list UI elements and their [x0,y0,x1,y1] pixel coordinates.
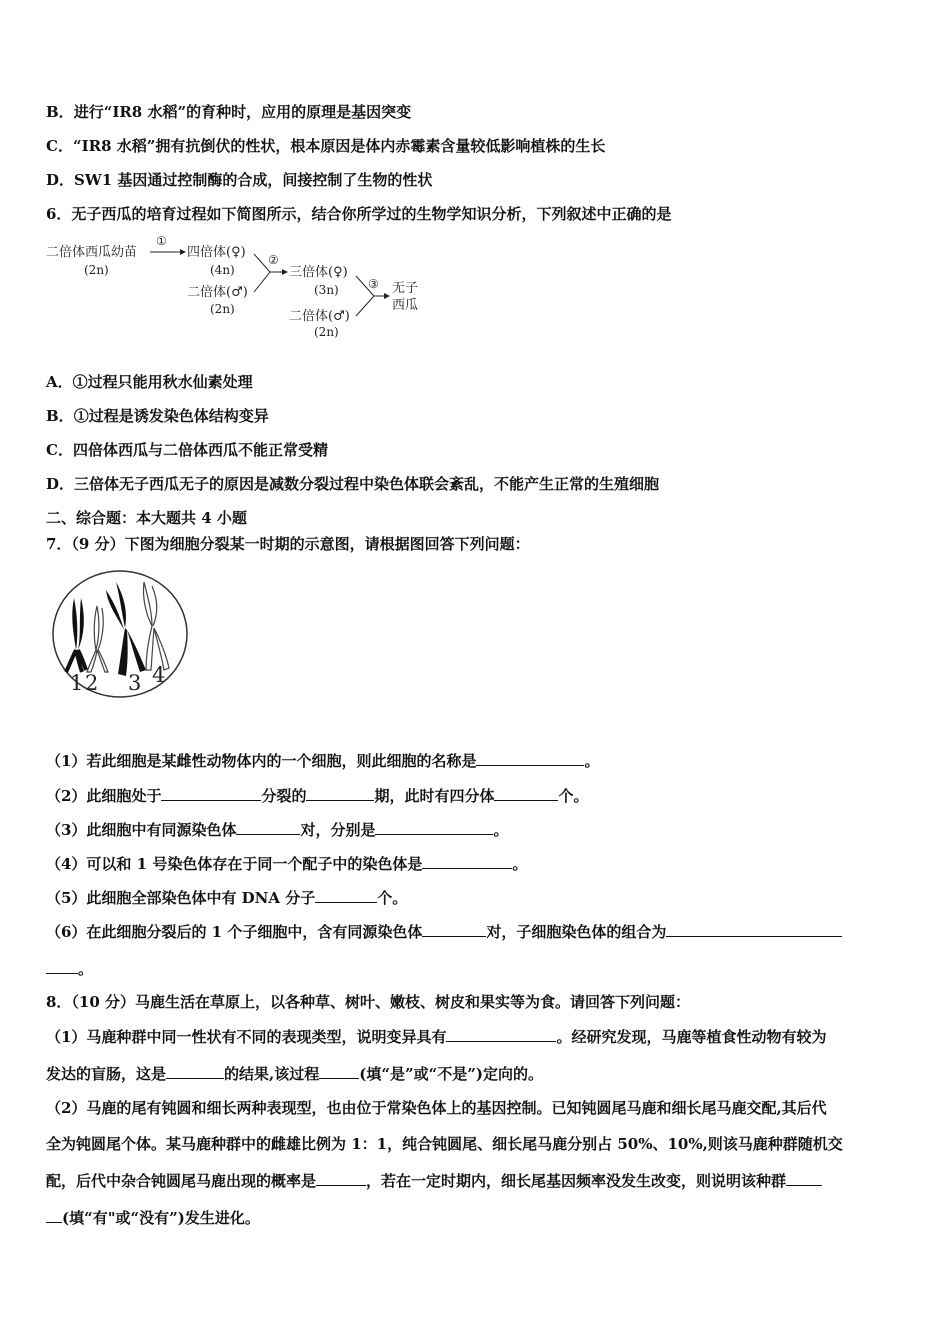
q6-option-c [46,440,328,460]
q5-option-b [46,102,411,122]
watermelon-breeding-diagram [44,232,444,344]
q6-option-b [46,406,269,426]
q7-p1-end: 。 [584,752,600,770]
answer-blank[interactable] [666,921,842,937]
q7-p4-end: 。 [512,855,528,873]
chromosome-1 [66,598,86,672]
chromosome-label-2: 2 [85,671,99,695]
answer-blank[interactable] [316,1170,366,1186]
q7-p6-text-b: 对，子细胞染色体的组合为 [486,923,667,941]
diagram-result-line2: 西瓜 [392,298,419,313]
diagram-diploid-male-1: 二倍体(♂) [187,285,248,300]
option-label: D． [46,475,75,493]
q7-p2-text-c: 期，此时有四分体 [374,787,495,805]
q8-part-1-line1 [46,1026,826,1047]
answer-blank[interactable] [319,1063,359,1079]
q8-part-2-line2: 全为钝圆尾个体。某马鹿种群中的雌雄比例为 1：1，纯合钝圆尾、细长尾马鹿分别占 50%、10%,则该马鹿种群随机交 [46,1135,843,1153]
chromosome-label-3: 3 [128,671,142,695]
option-text: 四倍体西瓜与二倍体西瓜不能正常受精 [72,441,328,459]
answer-blank[interactable] [306,785,374,801]
diagram-triploid-ploidy: (3n) [314,283,339,297]
q8-part-2-line3 [46,1170,822,1191]
diagram-tetraploid: 四倍体(♀) [187,245,246,260]
q6-option-a [46,372,253,392]
option-label: D． [46,171,75,189]
answer-blank[interactable] [46,1207,62,1223]
q7-p2-end: 个。 [558,787,589,805]
q7-p3-text: （3）此细胞中有同源染色体 [46,821,237,839]
q6-stem: 6．无子西瓜的培育过程如下简图所示，结合你所学过的生物学知识分析，下列叙述中正确的是 [46,205,672,223]
option-text: ①过程是诱发染色体结构变异 [73,407,269,425]
option-text: 进行“IR8 水稻”的育种时，应用的原理是基因突变 [73,103,412,121]
q7-p1-text: （1）若此细胞是某雌性动物体内的一个细胞，则此细胞的名称是 [46,752,477,770]
q8-part-1-line2 [46,1063,543,1084]
q7-part-5 [46,887,407,908]
diagram-step-1: ① [156,234,167,248]
q7-p6-end: 。 [78,960,94,978]
option-text: “IR8 水稻”拥有抗倒伏的性状，根本原因是体内赤霉素含量较低影响植株的生长 [72,137,606,155]
q7-p2-text: （2）此细胞处于 [46,787,162,805]
q7-stem: 7．（9 分）下图为细胞分裂某一时期的示意图，请根据图回答下列问题： [46,535,530,553]
diagram-tetraploid-ploidy: (4n) [210,263,235,277]
q8-p1-text: （1）马鹿种群中同一性状有不同的表现类型，说明变异具有 [46,1028,447,1046]
answer-blank[interactable] [375,819,493,835]
q8-p2-text-b: ，若在一定时期内，细长尾基因频率没发生改变，则说明该种群 [366,1172,787,1190]
answer-blank[interactable] [476,750,584,766]
q8-p1-text-b: 。经研究发现，马鹿等植食性动物有较为 [556,1028,827,1046]
option-text: SW1 基因通过控制酶的合成，间接控制了生物的性状 [74,171,433,189]
q7-p3-text-b: 对，分别是 [300,821,376,839]
arrow-2-head [282,269,288,275]
chromosome-4 [143,582,169,670]
option-text: 三倍体无子西瓜无子的原因是减数分裂过程中染色体联会紊乱，不能产生正常的生殖细胞 [74,475,660,493]
diagram-diploid-male-2: 二倍体(♂) [289,309,350,324]
q7-part-1 [46,750,599,771]
chromosome-2 [87,606,108,672]
q7-p3-end: 。 [493,821,509,839]
q7-part-4 [46,853,527,874]
answer-blank[interactable] [422,853,512,869]
section-2-title: 二、综合题：本大题共 4 小题 [46,509,247,527]
chromosome-label-4: 4 [152,663,166,687]
diagram-seedling-ploidy: (2n) [84,263,109,277]
q7-part-6-cont [46,958,93,979]
q7-p2-text-b: 分裂的 [261,787,307,805]
diagram-diploid-male-2-ploidy: (2n) [314,325,339,339]
q7-part-2 [46,785,589,806]
answer-blank[interactable] [494,785,558,801]
diagram-result-line1: 无子 [392,281,419,296]
answer-blank[interactable] [46,958,78,974]
q8-p2-end: (填“有"或“没有”)发生进化。 [62,1209,260,1227]
option-text: ①过程只能用秋水仙素处理 [72,373,253,391]
chromosome-3 [106,582,146,676]
q8-stem: 8．（10 分）马鹿生活在草原上，以各种草、树叶、嫩枝、树皮和果实等为食。请回答下列问题： [46,993,691,1011]
diagram-step-3: ③ [368,277,379,291]
q8-p1-text-d: 的结果,该过程 [224,1065,320,1083]
diagram-step-2: ② [268,253,279,267]
q8-p1-end: (填“是”或“不是”)定向的。 [359,1065,543,1083]
q7-p5-end: 个。 [377,889,408,907]
cell-division-figure [48,566,193,706]
q5-option-c [46,136,605,156]
q5-option-d [46,170,432,190]
q8-part-2-line4 [46,1207,260,1228]
answer-blank[interactable] [315,887,377,903]
diagram-diploid-male-1-ploidy: (2n) [210,302,235,316]
q7-p5-text: （5）此细胞全部染色体中有 DNA 分子 [46,889,316,907]
chromosome-label-1: 1 [70,671,84,695]
answer-blank[interactable] [161,785,261,801]
answer-blank[interactable] [236,819,300,835]
diagram-seedling: 二倍体西瓜幼苗 [46,245,138,260]
arrow-3-head [384,293,390,299]
q8-p1-text-c: 发达的盲肠，这是 [46,1065,167,1083]
option-label: C． [46,137,73,155]
q7-part-3 [46,819,508,840]
q7-part-6 [46,921,842,942]
option-label: B． [46,103,74,121]
answer-blank[interactable] [786,1170,822,1186]
answer-blank[interactable] [446,1026,556,1042]
q8-p2-text-a: 配，后代中杂合钝圆尾马鹿出现的概率是 [46,1172,317,1190]
arrow-1-head [180,249,186,255]
answer-blank[interactable] [422,921,486,937]
q6-option-d [46,474,659,494]
option-label: A． [46,373,73,391]
answer-blank[interactable] [166,1063,224,1079]
option-label: C． [46,441,73,459]
q7-p6-text: （6）在此细胞分裂后的 1 个子细胞中，含有同源染色体 [46,923,423,941]
option-label: B． [46,407,74,425]
q7-p4-text: （4）可以和 1 号染色体存在于同一个配子中的染色体是 [46,855,423,873]
q8-part-2-line1: （2）马鹿的尾有钝圆和细长两种表现型，也由位于常染色体上的基因控制。已知钝圆尾马鹿和细长尾马鹿交配,其后代 [46,1099,827,1117]
diagram-triploid: 三倍体(♀) [289,265,348,280]
